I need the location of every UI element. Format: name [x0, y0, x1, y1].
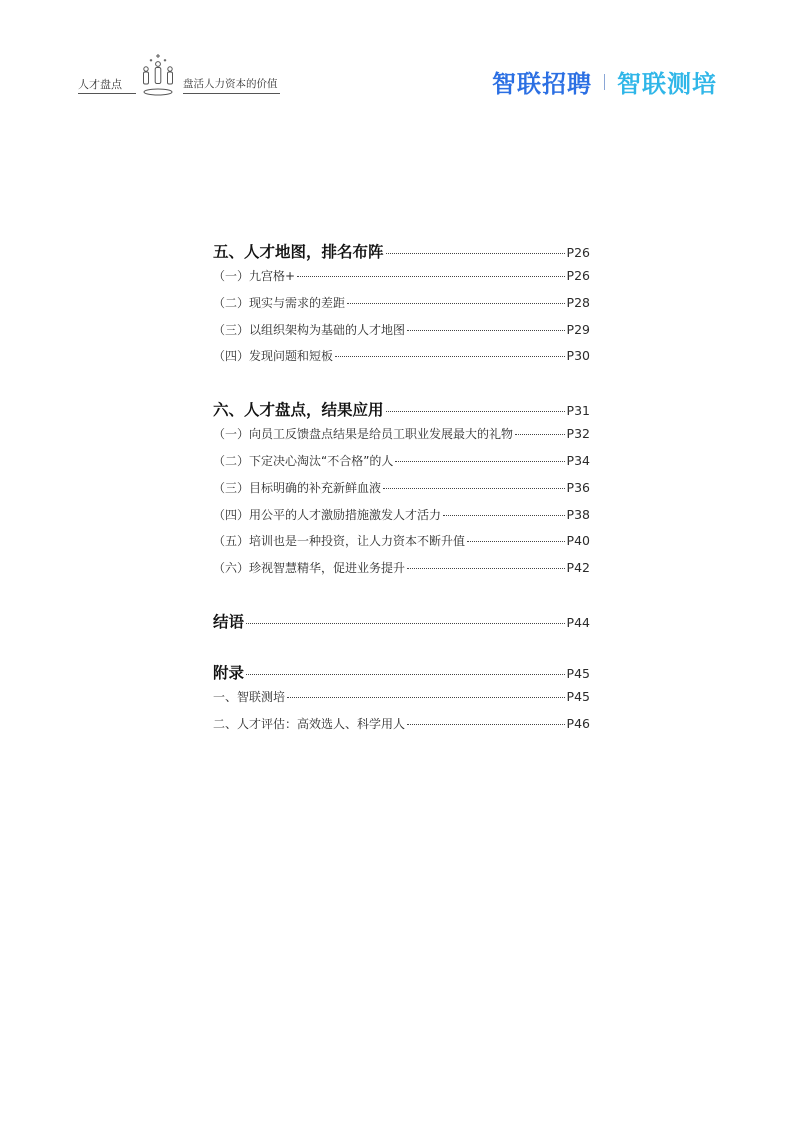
dot-leader — [383, 488, 565, 489]
dot-leader — [246, 674, 565, 675]
toc-item[interactable]: （五）培训也是一种投资，让人力资本不断升值 P40 — [213, 533, 590, 549]
toc-section-conclusion — [213, 610, 590, 637]
toc-heading[interactable]: 附录 P45 — [213, 663, 590, 682]
dot-leader — [386, 253, 565, 254]
page-number: P40 — [566, 533, 590, 549]
page-number: P31 — [566, 403, 590, 419]
page-number: P45 — [566, 665, 590, 681]
header-right-rule — [183, 93, 280, 94]
dot-leader — [515, 434, 565, 435]
toc-item[interactable]: （三）目标明确的补充新鲜血液 P36 — [213, 479, 590, 495]
toc-section-appendix — [213, 661, 590, 742]
page-number: P26 — [566, 245, 590, 260]
brand-secondary: 智联测培 — [617, 70, 717, 98]
dot-leader — [287, 697, 565, 698]
people-on-podium-icon — [132, 52, 184, 100]
dot-leader — [297, 276, 564, 277]
brand-divider — [604, 74, 605, 90]
page-number: P42 — [566, 560, 590, 576]
dot-leader — [246, 623, 565, 624]
page-number: P28 — [566, 294, 590, 310]
header-tagline — [78, 52, 280, 100]
toc-section-6 — [213, 398, 590, 586]
brand-logo — [492, 64, 717, 99]
toc-item[interactable]: （一）九宫格+ P26 — [213, 268, 590, 283]
page-number: P30 — [566, 348, 590, 364]
toc-section-5 — [213, 240, 590, 374]
toc-item[interactable]: （二）下定决心淘汰“不合格”的人 P34 — [213, 452, 590, 468]
toc-heading[interactable]: 五、人才地图，排名布阵 P26 — [213, 243, 590, 261]
toc-heading[interactable]: 六、人才盘点，结果应用 P31 — [213, 401, 590, 420]
dot-leader — [347, 303, 565, 304]
page-number: P32 — [566, 426, 590, 442]
brand-primary: 智联招聘 — [492, 70, 592, 98]
dot-leader — [443, 515, 565, 516]
page-number: P45 — [566, 688, 590, 704]
dot-leader — [335, 356, 565, 357]
toc-item[interactable]: （六）珍视智慧精华，促进业务提升 P42 — [213, 560, 590, 576]
page-number: P46 — [566, 715, 590, 731]
toc-item[interactable]: （一）向员工反馈盘点结果是给员工职业发展最大的礼物 P32 — [213, 426, 590, 442]
header-left-label: 人才盘点 — [78, 78, 122, 91]
page-number: P38 — [566, 506, 590, 522]
toc-item[interactable]: 二、人才评估：高效选人、科学用人 P46 — [213, 715, 590, 731]
dot-leader — [407, 568, 565, 569]
toc-item[interactable]: （四）用公平的人才激励措施激发人才活力 P38 — [213, 506, 590, 522]
toc-item[interactable]: （四）发现问题和短板 P30 — [213, 348, 590, 364]
table-of-contents — [213, 240, 590, 766]
page-number: P26 — [566, 268, 590, 283]
toc-item[interactable]: 一、智联测培 P45 — [213, 688, 590, 704]
dot-leader — [467, 541, 565, 542]
dot-leader — [407, 330, 565, 331]
page-number: P34 — [566, 452, 590, 468]
dot-leader — [386, 411, 565, 412]
toc-heading[interactable]: 结语 P44 — [213, 612, 590, 631]
page-number: P36 — [566, 479, 590, 495]
page-number: P29 — [566, 321, 590, 337]
page-number: P44 — [566, 614, 590, 630]
header-left-rule — [78, 93, 136, 94]
dot-leader — [407, 724, 565, 725]
dot-leader — [395, 461, 564, 462]
toc-item[interactable]: （三）以组织架构为基础的人才地图 P29 — [213, 321, 590, 337]
toc-item[interactable]: （二）现实与需求的差距 P28 — [213, 294, 590, 310]
header-right-label: 盘活人力资本的价值 — [183, 78, 278, 90]
